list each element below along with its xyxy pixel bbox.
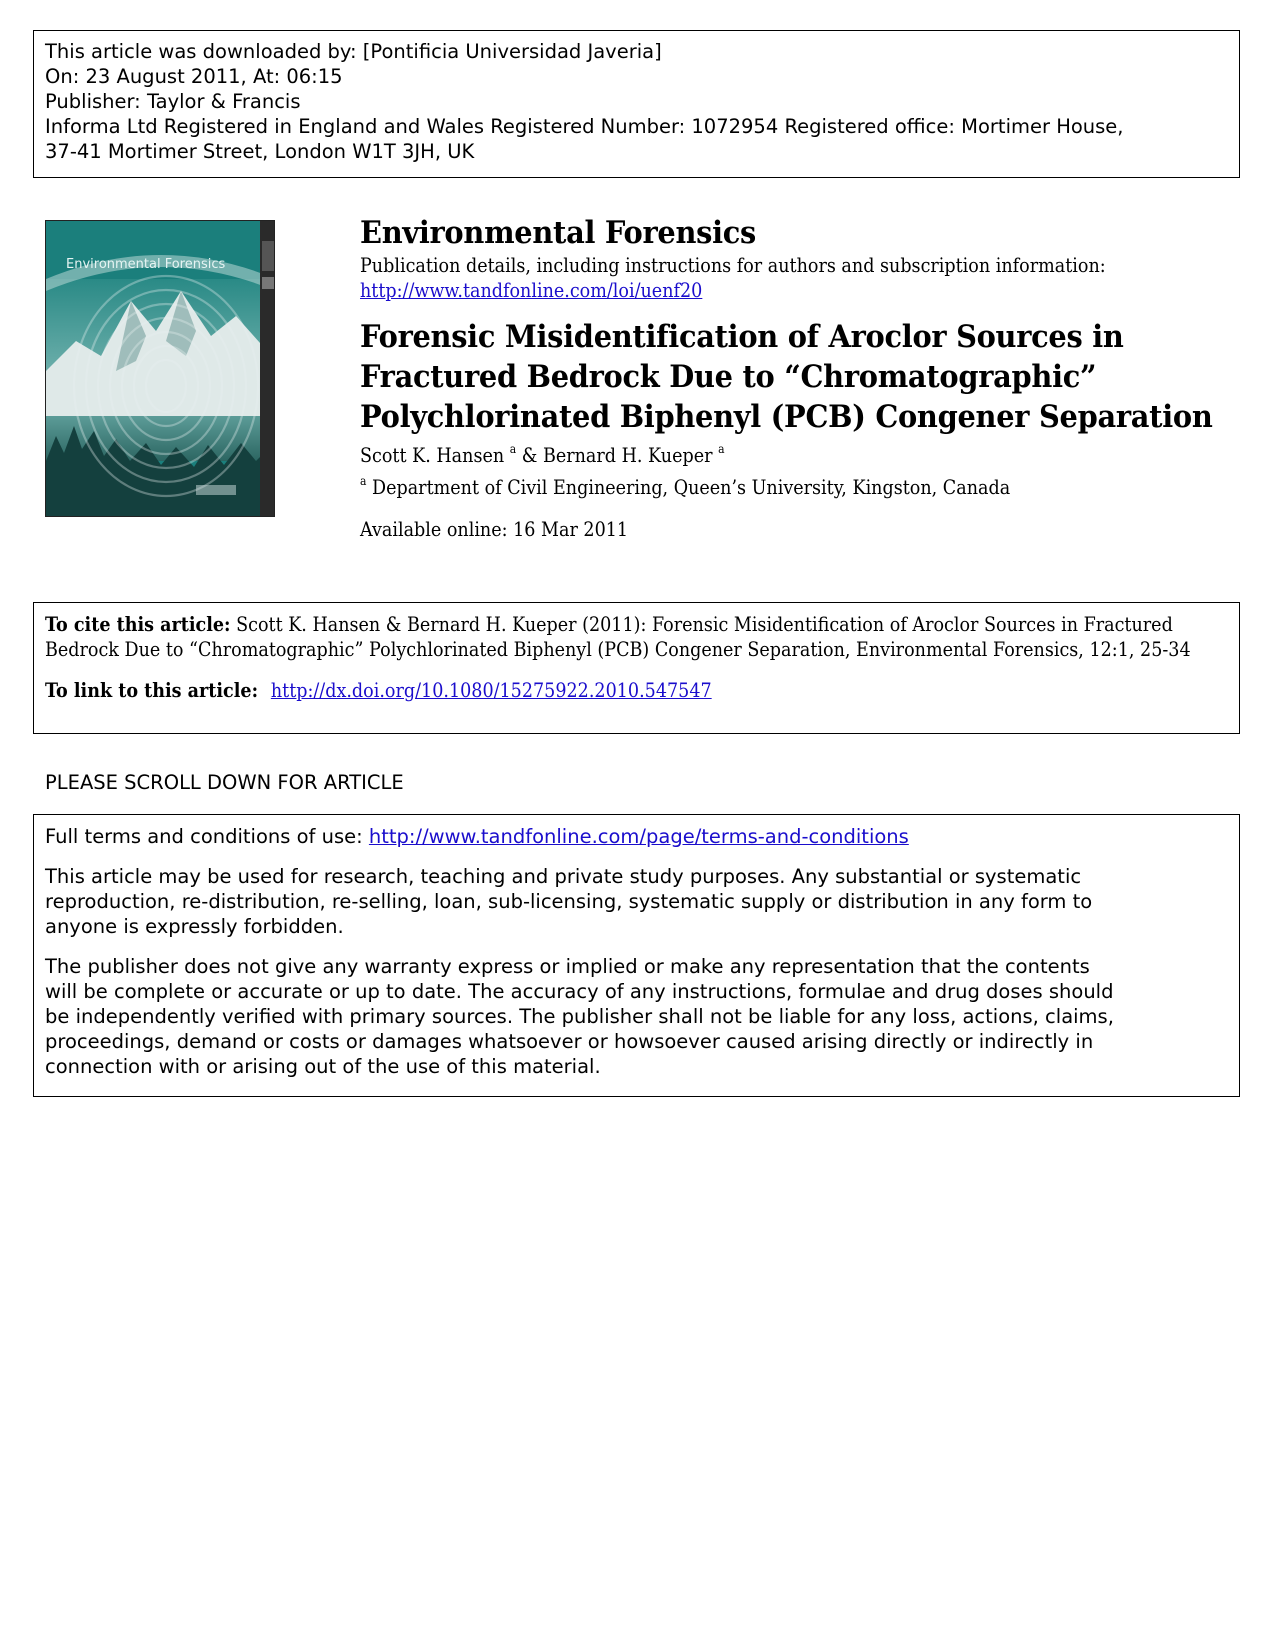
journal-title: Environmental Forensics (360, 215, 756, 251)
disclaimer-line-4: proceedings, demand or costs or damages whatsoever or howsoever caused arising directly or indirectly in (45, 1030, 1094, 1053)
download-line-5: 37-41 Mortimer Street, London W1T 3JH, UK (45, 140, 475, 163)
usage-line-3: anyone is expressly forbidden. (45, 915, 344, 938)
link-label: To link to this article: (45, 679, 259, 702)
article-header (360, 213, 1230, 543)
terms-label: Full terms and conditions of use: (45, 825, 369, 848)
usage-line-2: reproduction, re-distribution, re-selling, loan, sub-licensing, systematic supply or distribution in any form to (45, 890, 1093, 913)
journal-url-link[interactable]: http://www.tandfonline.com/loi/uenf20 (360, 279, 703, 302)
cite-label: To cite this article: (45, 613, 231, 636)
article-title-line-3: Polychlorinated Biphenyl (PCB) Congener Separation (360, 399, 1213, 435)
article-title (360, 317, 1230, 437)
disclaimer-line-3: be independently verified with primary sources. The publisher shall not be liable for any loss, actions, claims, (45, 1005, 1114, 1028)
cover-title: Environmental Forensics (66, 257, 226, 272)
usage-line-1: This article may be used for research, teaching and private study purposes. Any substantial or systematic (45, 865, 1082, 888)
disclaimer-line-1: The publisher does not give any warranty express or implied or make any representation that the contents (45, 955, 1090, 978)
article-title-line-1: Forensic Misidentification of Aroclor Sources in (360, 319, 1124, 355)
author-2: Bernard H. Kueper (542, 444, 713, 467)
cite-line-1 (45, 612, 1173, 637)
citation-box (33, 602, 1240, 734)
download-line-3: Publisher: Taylor & Francis (45, 90, 301, 113)
download-line-1: This article was downloaded by: [Pontificia Universidad Javeria] (45, 40, 662, 63)
terms-line (45, 824, 1228, 849)
article-link-line (45, 678, 1110, 703)
journal-url-line (360, 278, 1143, 303)
terms-link[interactable]: http://www.tandfonline.com/page/terms-and-conditions (368, 825, 909, 848)
author-2-affil-marker: a (718, 442, 725, 456)
affiliation-line (360, 475, 1143, 501)
download-notice-box (33, 30, 1240, 178)
author-1: Scott K. Hansen (360, 444, 505, 467)
disclaimer-line-5: connection with or arising out of the use of this material. (45, 1055, 601, 1078)
author-1-affil-marker: a (509, 442, 517, 456)
author-separator: & (516, 444, 543, 467)
publication-details: Publication details, including instructions for authors and subscription information: (360, 254, 1106, 277)
available-online: Available online: 16 Mar 2011 (360, 518, 629, 541)
doi-link[interactable]: http://dx.doi.org/10.1080/15275922.2010.547547 (270, 679, 712, 702)
authors-line (360, 443, 1143, 469)
cite-line-2: Bedrock Due to “Chromatographic” Polychlorinated Biphenyl (PCB) Congener Separation, Environmental Forensics, 12:1, 25-34 (45, 638, 1191, 661)
download-line-2: On: 23 August 2011, At: 06:15 (45, 65, 343, 88)
cite-text-1: Scott K. Hansen & Bernard H. Kueper (2011): Forensic Misidentification of Aroclor Sources in Fractured (236, 613, 1173, 636)
usage-paragraph (45, 864, 1228, 939)
disclaimer-line-2: will be complete or accurate or up to date. The accuracy of any instructions, formulae and drug doses should (45, 980, 1114, 1003)
disclaimer-paragraph (45, 954, 1228, 1079)
affiliation-marker: a (360, 474, 367, 488)
download-line-4: Informa Ltd Registered in England and Wales Registered Number: 1072954 Registered office: Mortimer House, (45, 115, 1124, 138)
terms-box (33, 814, 1240, 1097)
journal-cover-image (45, 220, 275, 517)
affiliation-text: Department of Civil Engineering, Queen’s University, Kingston, Canada (372, 476, 1011, 499)
scroll-down-note: PLEASE SCROLL DOWN FOR ARTICLE (45, 771, 404, 794)
article-title-line-2: Fractured Bedrock Due to “Chromatographic” (360, 359, 1097, 395)
